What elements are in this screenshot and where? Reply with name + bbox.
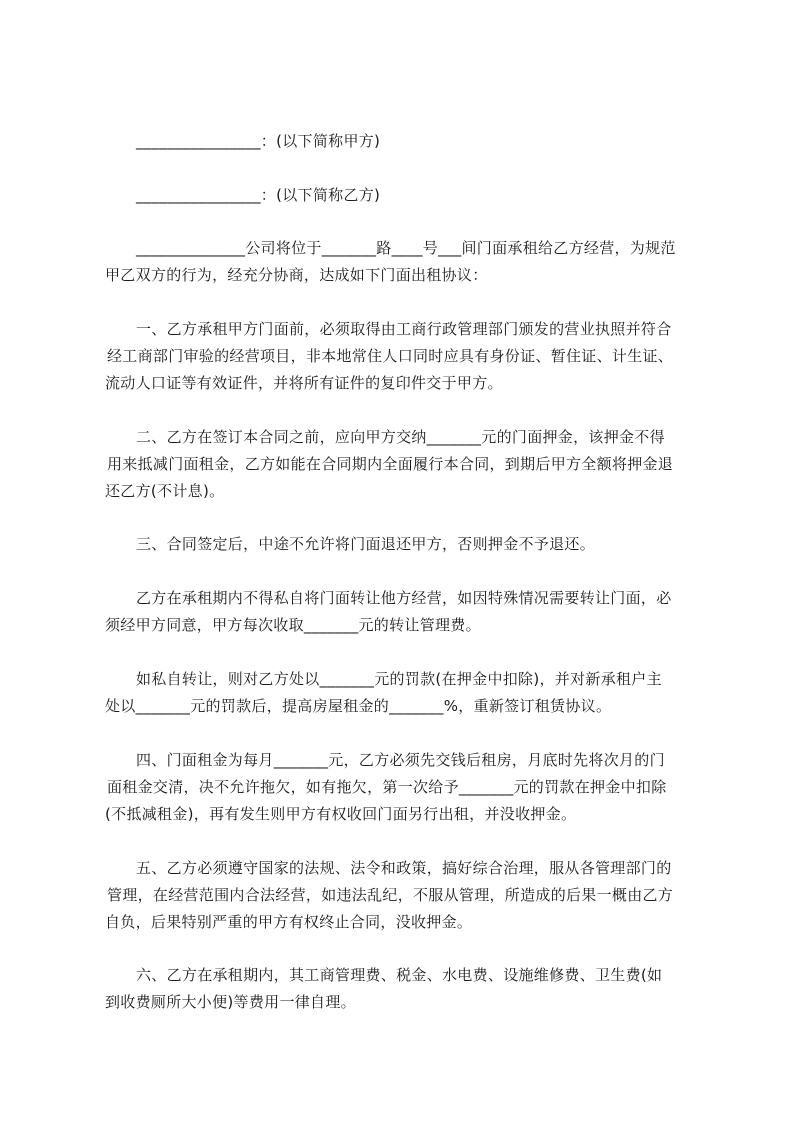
- clause6-line-2: 到收费厕所大小便)等费用一律自理。: [105, 993, 356, 1011]
- clause4-line-1: 四、门面租金为每月_______元，乙方必须先交钱后租房，月底时先将次月的门: [136, 751, 665, 769]
- clause5-line-3: 自负，后果特别严重的甲方有权终止合同，没收押金。: [105, 913, 473, 931]
- party-a-line: ________________：(以下简称甲方): [136, 132, 381, 150]
- clause5-line-2: 管理，在经营范围内合法经营，如违法乱纪，不服从管理，所造成的后果一概由乙方: [107, 886, 674, 904]
- clause1-line-3: 流动人口证等有效证件，并将所有证件的复印件交于甲方。: [105, 374, 503, 392]
- clause1-line-2: 经工商部门审验的经营项目，非本地常住人口同时应具有身份证、暂住证、计生证、: [107, 347, 674, 365]
- intro-line-1: ______________公司将位于_______路____号___间门面承租给乙方经营，为规范: [136, 239, 676, 257]
- clause3a-line-2: 须经甲方同意，甲方每次收取_______元的转让管理费。: [105, 616, 481, 634]
- clause3b-line-1: 如私自转让，则对乙方处以_______元的罚款(在押金中扣除)，并对新承租户主: [136, 670, 662, 688]
- clause3b-line-2: 处以_______元的罚款后，提高房屋租金的_______%，重新签订租赁协议。: [105, 697, 612, 715]
- clause4-line-3: (不抵减租金)，再有发生则甲方有权收回门面另行出租，并没收押金。: [105, 805, 577, 823]
- clause6-line-1: 六、乙方在承租期内，其工商管理费、税金、水电费、设施维修费、卫生费(如: [136, 966, 663, 984]
- clause2-line-1: 二、乙方在签订本合同之前，应向甲方交纳_______元的门面押金，该押金不得: [136, 428, 665, 446]
- clause5-line-1: 五、乙方必须遵守国家的法规、法令和政策，搞好综合治理，服从各管理部门的: [136, 859, 672, 877]
- clause4-line-2: 面租金交清，决不允许拖欠，如有拖欠，第一次给予_______元的罚款在押金中扣除: [107, 778, 667, 796]
- clause2-line-3: 还乙方(不计息)。: [105, 482, 225, 500]
- clause3-line-1: 三、合同签定后，中途不允许将门面退还甲方，否则押金不予退还。: [136, 535, 596, 553]
- party-b-line: ________________：(以下简称乙方): [136, 186, 381, 204]
- clause2-line-2: 用来抵减门面租金，乙方如能在合同期内全面履行本合同，到期后甲方全额将押金退: [107, 455, 674, 473]
- intro-line-2: 甲乙双方的行为，经充分协商，达成如下门面出租协议：: [105, 266, 488, 284]
- clause1-line-1: 一、乙方承租甲方门面前，必须取得由工商行政管理部门颁发的营业执照并符合: [136, 320, 672, 338]
- clause3a-line-1: 乙方在承租期内不得私自将门面转让他方经营，如因特殊情况需要转让门面，必: [136, 589, 672, 607]
